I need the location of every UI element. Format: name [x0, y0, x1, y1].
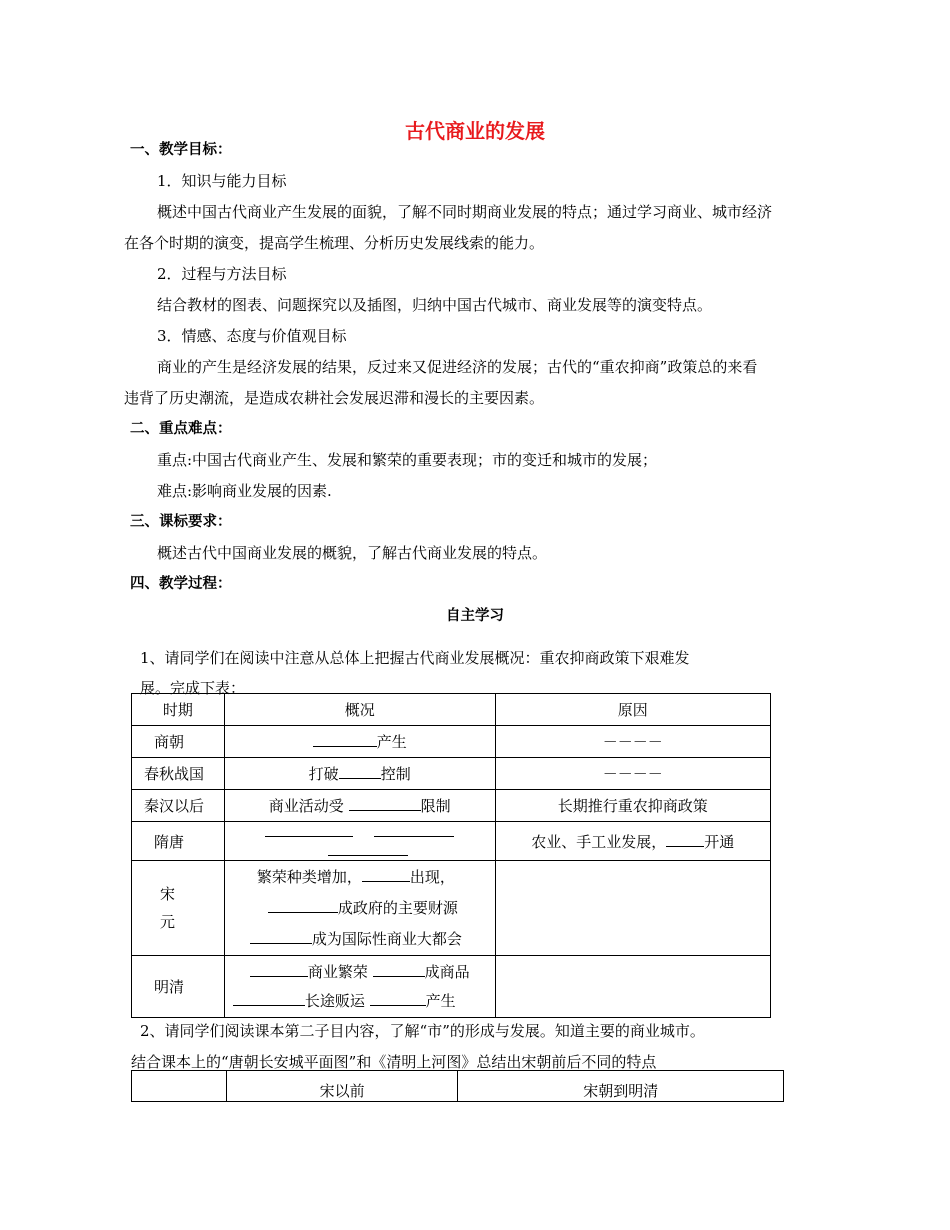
goal-emotion-text-1: 商业的产生是经济发展的结果，反过来又促进经济的发展；古代的“重农抑商”政策总的来看 — [157, 358, 758, 376]
overview-cell — [224, 861, 495, 956]
reason-cell: －－－－ — [495, 726, 770, 758]
fill-blank[interactable] — [339, 764, 381, 779]
goal-knowledge-heading: 1．知识与能力目标 — [157, 172, 287, 190]
question-1-line-2: 展。完成下表： — [140, 679, 246, 697]
overview-text: 商业活动受 — [268, 797, 344, 815]
table-row — [132, 956, 771, 1018]
period-cell — [132, 861, 225, 956]
commerce-periods-table — [131, 693, 771, 1018]
market-comparison-table — [131, 1070, 784, 1102]
difficult-point-text: 难点:影响商业发展的因素. — [157, 482, 332, 500]
overview-line — [225, 862, 495, 893]
heading-standard: 三、课标要求： — [130, 514, 232, 530]
key-point-text: 重点:中国古代商业产生、发展和繁荣的重要表现；市的变迁和城市的发展； — [157, 451, 658, 469]
period-cell: 隋唐 — [132, 822, 225, 861]
fill-blank[interactable] — [374, 822, 454, 837]
overview-text: 出现， — [409, 867, 455, 886]
overview-text: 限制 — [420, 797, 451, 815]
header-reason: 原因 — [495, 694, 770, 726]
question-2-line-2: 结合课本上的“唐朝长安城平面图”和《清明上河图》总结出宋朝前后不同的特点 — [131, 1053, 657, 1071]
table-header-row — [132, 694, 771, 726]
question-1-line-1: 1、请同学们在阅读中注意从总体上把握古代商业发展概况：重农抑商政策下艰难发 — [140, 649, 690, 667]
overview-line — [225, 958, 495, 987]
overview-text: 成政府的主要财源 — [337, 898, 458, 917]
period-cell: 明清 — [132, 956, 225, 1018]
period-cell: 秦汉以后 — [132, 790, 225, 822]
overview-text: 控制 — [380, 765, 411, 783]
goal-knowledge-text-2: 在各个时期的演变，提高学生梳理、分析历史发展线索的能力。 — [124, 234, 545, 252]
heading-teaching-goals: 一、教学目标： — [130, 142, 232, 158]
overview-line — [225, 987, 495, 1016]
overview-text: 打破 — [308, 765, 339, 783]
goal-knowledge-text-1: 概述中国古代商业产生发展的面貌，了解不同时期商业发展的特点；通过学习商业、城市经济 — [157, 203, 773, 221]
reason-text: 农业、手工业发展， — [531, 832, 667, 851]
goal-emotion-text-2: 违背了历史潮流，是造成农耕社会发展迟滞和漫长的主要因素。 — [124, 389, 545, 407]
fill-blank[interactable] — [265, 822, 353, 837]
heading-process: 四、教学过程： — [130, 576, 232, 592]
overview-text: 长途贩运 — [304, 991, 365, 1010]
reason-cell — [495, 956, 770, 1018]
period-cell: 春秋战国 — [132, 758, 225, 790]
overview-cell — [224, 956, 495, 1018]
header-period: 时期 — [132, 694, 225, 726]
fill-blank[interactable] — [370, 991, 426, 1006]
overview-cell — [224, 822, 495, 861]
overview-cell — [224, 726, 495, 758]
table-row — [132, 790, 771, 822]
reason-cell — [495, 861, 770, 956]
fill-blank[interactable] — [250, 962, 308, 977]
header-before-song: 宋以前 — [226, 1071, 458, 1102]
fill-blank[interactable] — [362, 867, 410, 882]
question-2-line-1: 2、请同学们阅读课本第二子目内容，了解“市”的形成与发展。知道主要的商业城市。 — [140, 1022, 705, 1040]
goal-process-text: 结合教材的图表、问题探究以及插图，归纳中国古代城市、商业发展等的演变特点。 — [157, 296, 713, 314]
reason-cell: －－－－ — [495, 758, 770, 790]
reason-cell: 长期推行重农抑商政策 — [495, 790, 770, 822]
fill-blank[interactable] — [313, 732, 377, 747]
table-row — [132, 726, 771, 758]
fill-blank[interactable] — [373, 962, 425, 977]
header-song-to-qing: 宋朝到明清 — [458, 1071, 784, 1102]
page-title: 古代商业的发展 — [405, 119, 545, 143]
overview-cell — [224, 758, 495, 790]
reason-cell — [495, 822, 770, 861]
overview-text: 繁荣种类增加， — [256, 867, 362, 886]
period-text: 宋 — [160, 885, 176, 903]
heading-key-points: 二、重点难点： — [130, 421, 232, 437]
overview-line — [225, 893, 495, 924]
fill-blank[interactable] — [250, 929, 312, 944]
table-row — [132, 822, 771, 861]
header-blank — [132, 1071, 227, 1102]
period-cell: 商朝 — [132, 726, 225, 758]
reason-text: 开通 — [704, 832, 735, 851]
table-row — [132, 758, 771, 790]
fill-blank[interactable] — [349, 796, 421, 811]
overview-cell — [224, 790, 495, 822]
overview-line — [225, 924, 495, 955]
table-row — [132, 861, 771, 956]
overview-text: 产生 — [376, 733, 407, 751]
fill-blank[interactable] — [233, 991, 305, 1006]
period-text: 元 — [160, 913, 176, 931]
overview-text: 产生 — [425, 991, 456, 1010]
fill-blank[interactable] — [268, 898, 338, 913]
table-header-row — [132, 1071, 784, 1102]
header-overview: 概况 — [224, 694, 495, 726]
self-study-heading: 自主学习 — [446, 608, 504, 624]
overview-text: 成为国际性商业大都会 — [311, 929, 462, 948]
standard-text: 概述古代中国商业发展的概貌，了解古代商业发展的特点。 — [157, 544, 548, 562]
fill-blank[interactable] — [666, 832, 704, 847]
overview-text: 商业繁荣 — [307, 962, 368, 981]
goal-process-heading: 2．过程与方法目标 — [157, 265, 287, 283]
overview-text: 成商品 — [424, 962, 470, 981]
fill-blank[interactable] — [328, 841, 408, 856]
goal-emotion-heading: 3．情感、态度与价值观目标 — [157, 327, 347, 345]
